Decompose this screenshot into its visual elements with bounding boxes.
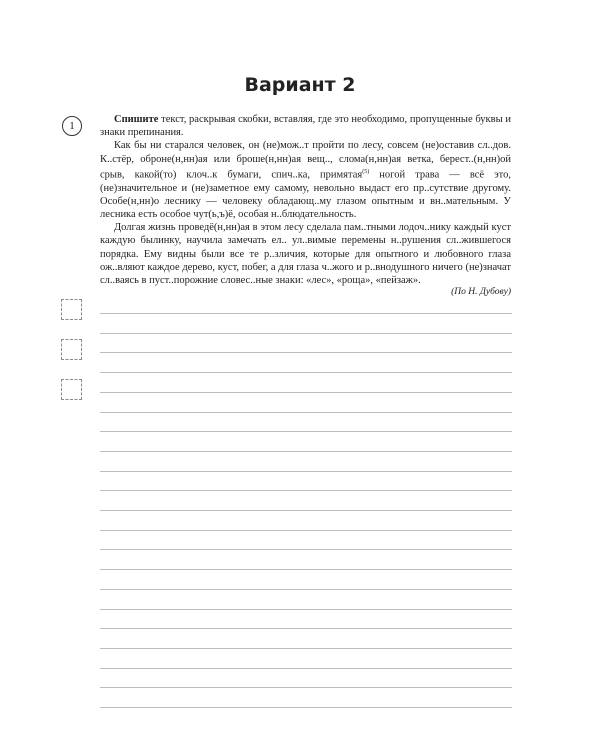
- answer-line[interactable]: [100, 648, 512, 649]
- task-instruction: [100, 113, 511, 139]
- answer-line[interactable]: [100, 333, 512, 334]
- paragraph-2: Долгая жизнь проведё(н,нн)ая в этом лесу сделала пам..тными лодоч..нику каждый куст каждую былинку, научила замечать ел.. ул..вимые перемены н..рушения сл..жившегося порядка. Ему видны были все те р..зличия, которые для опытного и любовного глаза ож..вляют каждое дерево, куст, побег, а для глаза ч..жого и р..внодушного ничего (не)значат сл..ваясь в пуст..порожние словес..ные знаки: «лес», «роща», «пейзаж».: [100, 222, 511, 286]
- paragraph-1-part-a: Как бы ни старался человек, он (не)мож..т пройти по лесу, совсем (не)оставив сл..дов. К..стёр, оброне(н,нн)ая или броше(н,нн)ая вещ.., слома(н,нн)ая ветка, берест..(н,нн)ой срыв, какой(то) клоч..к бумаги, спич..ка, примятая: [100, 140, 511, 181]
- answer-line[interactable]: [100, 609, 512, 610]
- paragraph-1: [100, 139, 511, 221]
- answer-line[interactable]: [100, 352, 512, 353]
- answer-line[interactable]: [100, 490, 512, 491]
- source-attribution: (По Н. Дубову): [451, 287, 511, 297]
- answer-line[interactable]: [100, 569, 512, 570]
- answer-line[interactable]: [100, 392, 512, 393]
- footnote-marker: (5): [362, 168, 370, 175]
- answer-line[interactable]: [100, 431, 512, 432]
- answer-line[interactable]: [100, 687, 512, 688]
- task-number: 1: [62, 116, 82, 136]
- instruction-bold: Спишите: [114, 114, 159, 125]
- answer-line[interactable]: [100, 707, 512, 708]
- answer-line[interactable]: [100, 412, 512, 413]
- page-title: Вариант 2: [244, 74, 356, 96]
- check-box-2[interactable]: [61, 339, 82, 360]
- paragraph-1-part-b: ногой трава — всё это, (не)значительное и (не)заметное ему самому, невольно выдаст его пр..сутствие другому. Особе(н,нн)о леснику — человеку обладающ..му глазом опытным и вн..мательным. У лесника есть особое чут(ь,ъ)ё, особая н..блюдательность.: [100, 169, 511, 220]
- answer-line[interactable]: [100, 549, 512, 550]
- task-text: [100, 113, 511, 287]
- answer-line[interactable]: [100, 510, 512, 511]
- answer-line[interactable]: [100, 589, 512, 590]
- answer-line[interactable]: [100, 451, 512, 452]
- check-box-3[interactable]: [61, 379, 82, 400]
- answer-line[interactable]: [100, 313, 512, 314]
- check-box-1[interactable]: [61, 299, 82, 320]
- answer-line[interactable]: [100, 372, 512, 373]
- answer-line[interactable]: [100, 530, 512, 531]
- answer-line[interactable]: [100, 668, 512, 669]
- instruction-text: текст, раскрывая скобки, вставляя, где это необходимо, пропущенные буквы и знаки препинания.: [100, 114, 511, 139]
- answer-line[interactable]: [100, 471, 512, 472]
- answer-line[interactable]: [100, 628, 512, 629]
